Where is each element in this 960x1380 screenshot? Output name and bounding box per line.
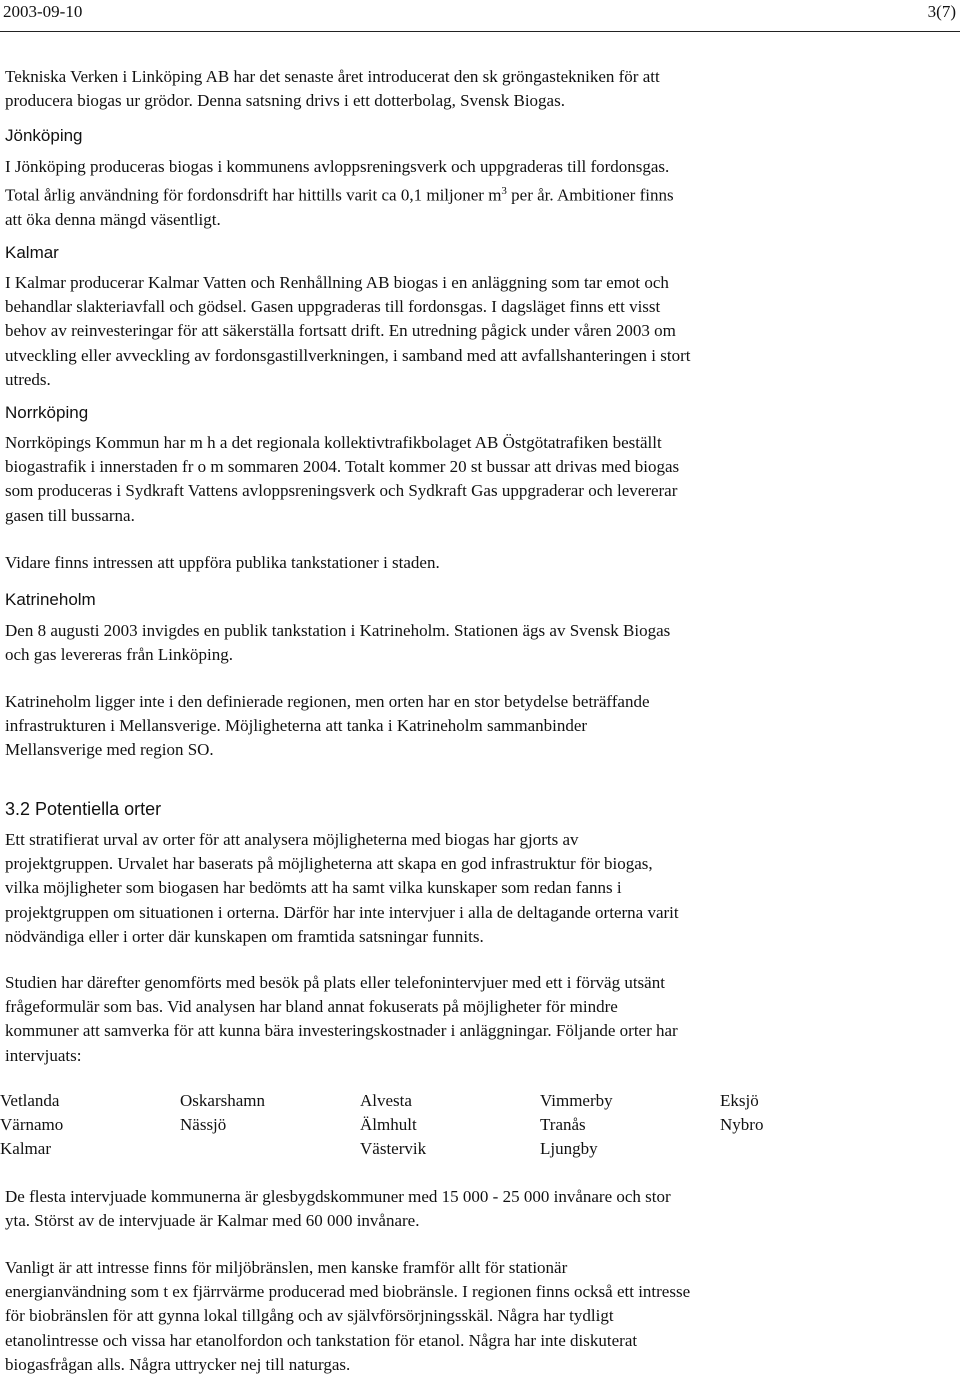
norrkoping-paragraph <box>5 431 915 528</box>
katrineholm-paragraph <box>5 619 915 667</box>
text-fragment: Total årlig användning för fordonsdrift har hittills varit ca 0,1 miljoner m <box>5 185 502 205</box>
text-line: producera biogas ur grödor. Denna satsning drivs i ett dotterbolag, Svensk Biogas. <box>5 91 565 111</box>
text-line: att öka denna mängd väsentligt. <box>5 210 221 230</box>
kalmar-paragraph <box>5 271 915 392</box>
table-cell: Ljungby <box>540 1139 598 1158</box>
text-line: vilka möjligheter som biogasen har bedömts att ha samt vilka kunskaper som redan fanns i <box>5 878 622 898</box>
text-line: energianvändning som t ex fjärrvärme producerad med biobränsle. I regionen finns också ett intresse <box>5 1282 691 1302</box>
katrineholm-paragraph-2 <box>5 690 915 763</box>
text-line: Ett stratifierat urval av orter för att analysera möjligheterna med biogas har gjorts av <box>5 830 579 849</box>
table-cell: Västervik <box>360 1139 427 1158</box>
table-cell: Värnamo <box>0 1115 64 1134</box>
text-line: I Kalmar producerar Kalmar Vatten och Renhållning AB biogas i en anläggning som tar emot och <box>5 273 669 292</box>
heading-norrkoping: Norrköping <box>5 403 89 422</box>
table-cell: Nybro <box>720 1115 764 1134</box>
section-3-2-paragraph-3 <box>5 1185 915 1233</box>
text-line: behov av reinvesteringar för att säkerställa fortsatt drift. En utredning pågick under våren 2003 om <box>5 321 676 341</box>
header-rule <box>0 31 960 32</box>
table-cell: Älmhult <box>360 1115 417 1134</box>
text-line: Mellansverige med region SO. <box>5 740 214 760</box>
table-cell: Oskarshamn <box>180 1091 265 1110</box>
table-row <box>0 1089 960 1113</box>
table-cell <box>720 1137 900 1161</box>
heading-katrineholm: Katrineholm <box>5 590 96 609</box>
text-line: som produceras i Sydkraft Vattens avloppsreningsverk och Sydkraft Gas uppgraderar och levererar <box>5 481 678 501</box>
table-cell: Vetlanda <box>0 1091 60 1110</box>
text-line: etanolintresse och vissa har etanolfordon och tankstation för etanol. Några har inte diskuterat <box>5 1330 638 1350</box>
jonkoping-paragraph <box>5 155 915 232</box>
text-line: kommuner att samverka för att kunna bära investeringskostnader i anläggningar. Följande orter har <box>5 1021 678 1041</box>
norrkoping-paragraph-2 <box>5 551 915 575</box>
section-heading-3-2: 3.2 Potentiella orter <box>5 799 162 819</box>
text-line: biogastrafik i innerstaden fr o m sommaren 2004. Totalt kommer 20 st bussar att drivas med biogas <box>5 457 680 477</box>
text-line: Den 8 augusti 2003 invigdes en publik tankstation i Katrineholm. Stationen ägs av Svensk Biogas <box>5 621 671 640</box>
section-3-2-paragraph-4 <box>5 1256 915 1377</box>
text-line: frågeformulär som bas. Vid analysen har bland annat fokuserats på möjligheter för mindre <box>5 997 618 1017</box>
text-line: Tekniska Verken i Linköping AB har det senaste året introducerat den sk gröngastekniken för att <box>5 67 660 86</box>
text-line: biogasfrågan alls. Några uttrycker nej till naturgas. <box>5 1354 351 1374</box>
text-line: projektgruppen. Urvalet har baserats på möjligheterna att skapa en god infrastruktur för biogas, <box>5 854 653 874</box>
text-line: behandlar slakteriavfall och gödsel. Gasen uppgraderas till fordonsgas. I dagsläget finns ett visst <box>5 297 661 317</box>
text-line <box>5 179 915 208</box>
text-line: infrastrukturen i Mellansverige. Möjligheterna att tanka i Katrineholm sammanbinder <box>5 716 588 736</box>
table-cell: Eksjö <box>720 1091 759 1110</box>
text-line: De flesta intervjuade kommunerna är glesbygdskommuner med 15 000 - 25 000 invånare och stor <box>5 1187 671 1206</box>
text-line: Studien har därefter genomförts med besök på plats eller telefonintervjuer med ett i förväg utsänt <box>5 973 665 992</box>
table-cell: Kalmar <box>0 1139 51 1158</box>
text-line: utreds. <box>5 369 51 389</box>
section-3-2-paragraph-2 <box>5 971 915 1068</box>
text-fragment: per år. Ambitioner finns <box>506 185 674 205</box>
text-line: Katrineholm ligger inte i den definierade regionen, men orten har en stor betydelse beträffande <box>5 692 650 711</box>
header-page-number: 3(7) <box>927 2 956 21</box>
text-line: yta. Störst av de intervjuade är Kalmar med 60 000 invånare. <box>5 1211 420 1231</box>
towns-table <box>0 1089 960 1161</box>
text-line: för biobränslen för att gynna lokal tillgång och av självförsörjningsskäl. Några har tydligt <box>5 1306 614 1326</box>
text-line: Vidare finns intressen att uppföra publika tankstationer i staden. <box>5 553 440 572</box>
table-row <box>0 1137 960 1161</box>
header-date: 2003-09-10 <box>3 2 83 21</box>
intro-paragraph <box>5 65 915 113</box>
table-row <box>0 1113 960 1137</box>
table-cell <box>180 1137 360 1161</box>
text-line: utveckling eller avveckling av fordonsgastillverkningen, i samband med att avfallshanteringen i stort <box>5 345 691 365</box>
superscript: 3 <box>501 185 507 198</box>
table-cell: Alvesta <box>360 1091 412 1110</box>
text-line: I Jönköping produceras biogas i kommunens avloppsreningsverk och uppgraderas till fordonsgas. <box>5 157 670 176</box>
text-line: och gas levereras från Linköping. <box>5 645 233 665</box>
text-line: projektgruppen om situationen i orterna. Därför har inte intervjuer i alla de deltagande orterna varit <box>5 902 679 922</box>
table-cell: Tranås <box>540 1115 586 1134</box>
text-line: Vanligt är att intresse finns för miljöbränslen, men kanske framför allt för stationär <box>5 1258 568 1277</box>
text-line: Norrköpings Kommun har m h a det regionala kollektivtrafikbolaget AB Östgötatrafiken beställt <box>5 433 662 452</box>
heading-kalmar: Kalmar <box>5 243 59 262</box>
table-cell: Nässjö <box>180 1115 227 1134</box>
section-3-2-paragraph <box>5 828 915 949</box>
heading-jonkoping: Jönköping <box>5 126 83 145</box>
text-line: intervjuats: <box>5 1045 82 1065</box>
table-cell: Vimmerby <box>540 1091 613 1110</box>
text-line: nödvändiga eller i orter där kunskapen om framtida satsningar funnits. <box>5 926 484 946</box>
text-line: gasen till bussarna. <box>5 505 135 525</box>
